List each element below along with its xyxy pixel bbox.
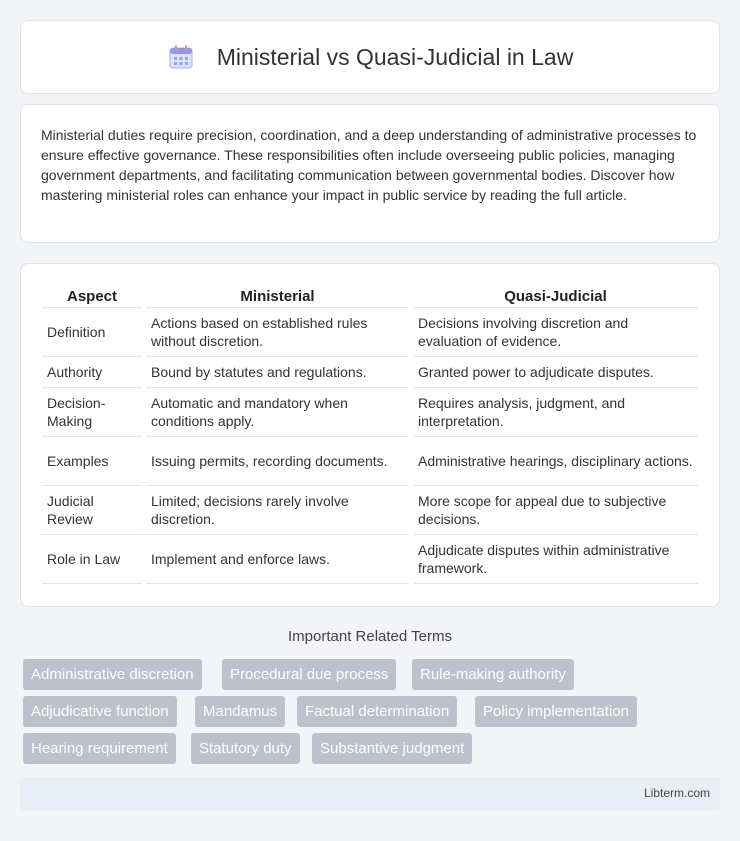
table-row <box>42 486 698 535</box>
calendar-icon <box>167 43 195 71</box>
header-card <box>20 20 720 94</box>
cell-quasi-judicial: Decisions involving discretion and evaluation of evidence. <box>413 308 698 357</box>
tag-procedural-due-process[interactable]: Procedural due process <box>222 659 396 690</box>
column-header-quasi-judicial: Quasi-Judicial <box>413 284 698 308</box>
table-row <box>42 308 698 357</box>
page-title: Ministerial vs Quasi-Judicial in Law <box>216 43 574 70</box>
cell-quasi-judicial: Requires analysis, judgment, and interpretation. <box>413 388 698 437</box>
cell-ministerial: Limited; decisions rarely involve discretion. <box>146 486 409 535</box>
cell-quasi-judicial: More scope for appeal due to subjective decisions. <box>413 486 698 535</box>
cell-aspect: Authority <box>42 357 142 388</box>
cell-quasi-judicial: Granted power to adjudicate disputes. <box>413 357 698 388</box>
table-header-row <box>42 284 698 308</box>
footer <box>20 777 720 810</box>
tag-adjudicative-function[interactable]: Adjudicative function <box>23 696 177 727</box>
comparison-table <box>38 284 702 584</box>
tag-mandamus[interactable]: Mandamus <box>195 696 285 727</box>
column-header-ministerial: Ministerial <box>146 284 409 308</box>
tag-statutory-duty[interactable]: Statutory duty <box>191 733 300 764</box>
table-row <box>42 357 698 388</box>
cell-aspect: Judicial Review <box>42 486 142 535</box>
comparison-table-card <box>20 263 720 607</box>
cell-ministerial: Issuing permits, recording documents. <box>146 437 409 486</box>
tag-hearing-requirement[interactable]: Hearing requirement <box>23 733 176 764</box>
tag-substantive-judgment[interactable]: Substantive judgment <box>312 733 472 764</box>
cell-ministerial: Actions based on established rules without discretion. <box>146 308 409 357</box>
cell-aspect: Definition <box>42 308 142 357</box>
footer-site-link[interactable]: Libterm.com <box>643 786 710 800</box>
intro-card <box>20 104 720 243</box>
intro-text: Ministerial duties require precision, coordination, and a deep understanding of administrative processes to ensure effective governance. These responsibilities often include overseeing public policies, managing government departments, and facilitating communication between governmental bodies. Discover how mastering ministerial roles can enhance your impact in public service by reading the full article. <box>41 127 697 203</box>
cell-quasi-judicial: Administrative hearings, disciplinary actions. <box>413 437 698 486</box>
cell-aspect: Examples <box>42 437 142 486</box>
tag-rule-making-authority[interactable]: Rule-making authority <box>412 659 574 690</box>
tag-factual-determination[interactable]: Factual determination <box>297 696 457 727</box>
cell-aspect: Role in Law <box>42 535 142 584</box>
cell-quasi-judicial: Adjudicate disputes within administrative framework. <box>413 535 698 584</box>
tag-policy-implementation[interactable]: Policy implementation <box>475 696 637 727</box>
table-row <box>42 535 698 584</box>
tag-administrative-discretion[interactable]: Administrative discretion <box>23 659 202 690</box>
table-row <box>42 388 698 437</box>
cell-aspect: Decision-Making <box>42 388 142 437</box>
cell-ministerial: Automatic and mandatory when conditions apply. <box>146 388 409 437</box>
cell-ministerial: Bound by statutes and regulations. <box>146 357 409 388</box>
column-header-aspect: Aspect <box>42 284 142 308</box>
table-row <box>42 437 698 486</box>
related-terms-title: Important Related Terms <box>288 628 452 645</box>
cell-ministerial: Implement and enforce laws. <box>146 535 409 584</box>
